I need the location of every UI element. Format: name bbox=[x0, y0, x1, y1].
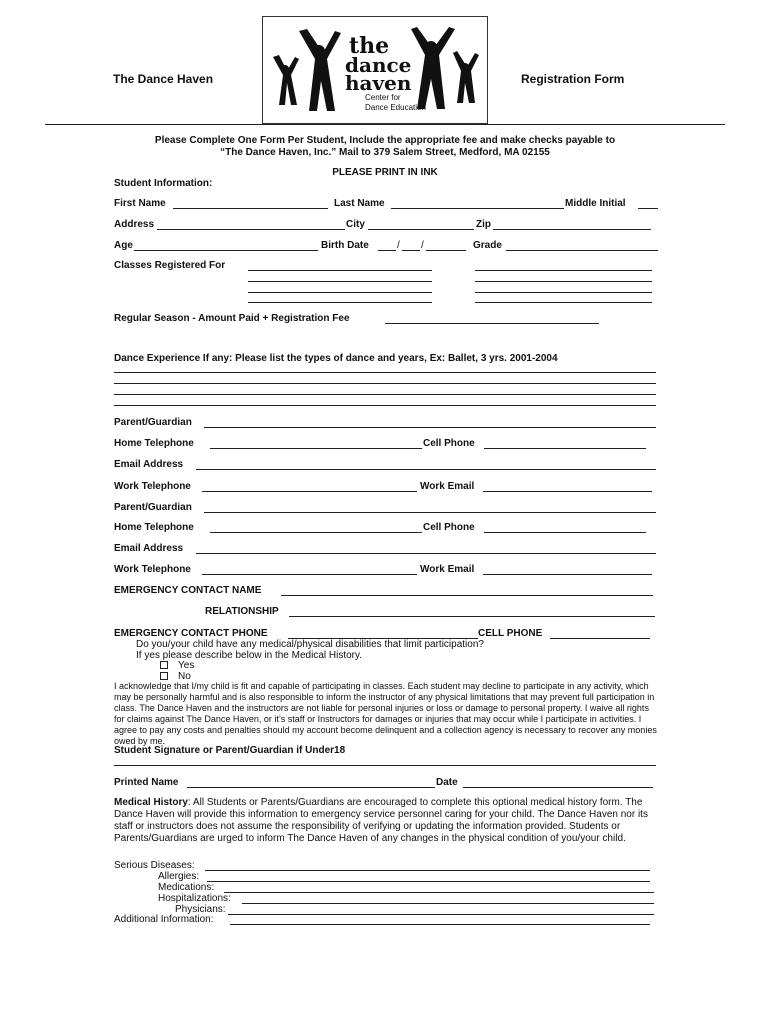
fee-label: Regular Season - Amount Paid + Registration Fee bbox=[114, 313, 350, 324]
work-email-label: Work Email bbox=[420, 564, 475, 575]
class-field[interactable] bbox=[475, 302, 652, 303]
birth-day-field[interactable] bbox=[402, 241, 420, 251]
birth-year-field[interactable] bbox=[426, 241, 466, 251]
experience-line[interactable] bbox=[114, 383, 656, 384]
header-left-title: The Dance Haven bbox=[113, 72, 214, 86]
physicians-field[interactable] bbox=[228, 905, 654, 915]
yes-label: Yes bbox=[178, 660, 195, 671]
birth-date-label: Birth Date bbox=[321, 240, 369, 251]
signature-field[interactable] bbox=[114, 765, 656, 766]
grade-label: Grade bbox=[473, 240, 502, 251]
middle-initial-label: Middle Initial bbox=[565, 198, 626, 209]
class-field[interactable] bbox=[475, 292, 652, 293]
disability-question: Do you/your child have any medical/physical disabilities that limit participation? bbox=[136, 639, 484, 650]
parent-guardian-field[interactable] bbox=[204, 503, 656, 513]
checkbox-icon[interactable] bbox=[160, 672, 168, 680]
email-address-field[interactable] bbox=[196, 460, 656, 470]
first-name-field[interactable] bbox=[173, 199, 328, 209]
header-right-title: Registration Form bbox=[521, 72, 625, 86]
cell-phone-label: Cell Phone bbox=[423, 522, 475, 533]
work-email-field[interactable] bbox=[483, 565, 652, 575]
experience-line[interactable] bbox=[114, 394, 656, 395]
address-field[interactable] bbox=[157, 220, 345, 230]
work-telephone-field[interactable] bbox=[202, 565, 417, 575]
physicians-label: Physicians: bbox=[175, 904, 226, 915]
allergies-field[interactable] bbox=[207, 872, 650, 882]
logo-sub-1: Center for bbox=[365, 93, 401, 102]
class-field[interactable] bbox=[475, 270, 652, 271]
city-field[interactable] bbox=[368, 220, 474, 230]
printed-name-label: Printed Name bbox=[114, 777, 179, 788]
logo-sub-2: Dance Education bbox=[365, 103, 426, 112]
medical-history-paragraph bbox=[114, 797, 659, 845]
age-field[interactable] bbox=[134, 241, 318, 251]
serious-diseases-field[interactable] bbox=[205, 861, 650, 871]
class-field[interactable] bbox=[248, 281, 432, 282]
signature-label: Student Signature or Parent/Guardian if Under18 bbox=[114, 745, 346, 756]
logo-word-the: the bbox=[349, 33, 390, 59]
waiver-text: I acknowledge that I/my child is fit and capable of participating in classes. Each student may decline to participate in any activity, which may be personally harmful and is also responsible to inform the instructor of any physical limitations that may prevent full participation in class. The Dance Haven and the instructors are not liable for personal injuries or loss or damage to personal property. I waive all rights for claims against The Dance Haven, or it’s staff or Instructors for damages or injuries that may occur while I participate in activities. I agree to pay any costs and penalties should my account become delinquent and a collection agency is necessary to recover any monies owed by me. bbox=[114, 681, 657, 746]
grade-field[interactable] bbox=[506, 241, 658, 251]
home-telephone-label: Home Telephone bbox=[114, 438, 194, 449]
cell-phone-field[interactable] bbox=[484, 439, 646, 449]
cell-phone-label: Cell Phone bbox=[423, 438, 475, 449]
emergency-phone-label: EMERGENCY CONTACT PHONE bbox=[114, 628, 268, 639]
date-slash: / bbox=[397, 240, 400, 251]
email-address-label: Email Address bbox=[114, 543, 184, 554]
allergies-label: Allergies: bbox=[158, 871, 200, 882]
parent-guardian-field[interactable] bbox=[204, 418, 656, 428]
zip-label: Zip bbox=[476, 219, 491, 230]
additional-info-label: Additional Information: bbox=[114, 914, 214, 925]
zip-field[interactable] bbox=[493, 220, 651, 230]
header-divider bbox=[45, 124, 725, 125]
hospitalizations-field[interactable] bbox=[242, 894, 654, 904]
home-telephone-label: Home Telephone bbox=[114, 522, 194, 533]
last-name-field[interactable] bbox=[391, 199, 564, 209]
yes-option[interactable] bbox=[160, 660, 194, 671]
relationship-label: RELATIONSHIP bbox=[205, 606, 279, 617]
birth-month-field[interactable] bbox=[378, 241, 396, 251]
class-field[interactable] bbox=[475, 281, 652, 282]
if-yes-note: If yes please describe below in the Medical History. bbox=[136, 650, 363, 661]
cell-phone-field[interactable] bbox=[484, 523, 646, 533]
print-in-ink: PLEASE PRINT IN INK bbox=[332, 167, 438, 178]
parent-guardian-label: Parent/Guardian bbox=[114, 502, 192, 513]
experience-line[interactable] bbox=[114, 405, 656, 406]
fee-field[interactable] bbox=[385, 314, 599, 324]
date-slash: / bbox=[421, 240, 424, 251]
logo-word-haven: haven bbox=[345, 71, 412, 95]
hospitalizations-label: Hospitalizations: bbox=[158, 893, 231, 904]
no-label: No bbox=[178, 671, 191, 682]
work-telephone-label: Work Telephone bbox=[114, 564, 191, 575]
home-telephone-field[interactable] bbox=[210, 523, 422, 533]
student-info-heading: Student Information: bbox=[114, 178, 213, 189]
work-email-label: Work Email bbox=[420, 481, 475, 492]
middle-initial-field[interactable] bbox=[638, 199, 658, 209]
printed-name-field[interactable] bbox=[187, 778, 435, 788]
emergency-cell-field[interactable] bbox=[550, 629, 650, 639]
class-field[interactable] bbox=[248, 302, 432, 303]
city-label: City bbox=[346, 219, 365, 230]
classes-label: Classes Registered For bbox=[114, 260, 226, 271]
medications-label: Medications: bbox=[158, 882, 215, 893]
class-field[interactable] bbox=[248, 292, 432, 293]
date-field[interactable] bbox=[463, 778, 653, 788]
medical-history-heading: Medical History bbox=[114, 797, 188, 808]
checkbox-icon[interactable] bbox=[160, 661, 168, 669]
emergency-name-label: EMERGENCY CONTACT NAME bbox=[114, 585, 262, 596]
relationship-field[interactable] bbox=[289, 607, 655, 617]
first-name-label: First Name bbox=[114, 198, 166, 209]
work-telephone-field[interactable] bbox=[202, 482, 417, 492]
medications-field[interactable] bbox=[224, 883, 654, 893]
email-address-field[interactable] bbox=[196, 544, 656, 554]
email-address-label: Email Address bbox=[114, 459, 184, 470]
instructions-line2: “The Dance Haven, Inc.” Mail to 379 Salem Street, Medford, MA 02155 bbox=[220, 147, 550, 158]
date-label: Date bbox=[436, 777, 458, 788]
emergency-name-field[interactable] bbox=[281, 586, 653, 596]
class-field[interactable] bbox=[248, 270, 432, 271]
work-telephone-label: Work Telephone bbox=[114, 481, 191, 492]
serious-diseases-label: Serious Diseases: bbox=[114, 860, 195, 871]
experience-label: Dance Experience If any: Please list the types of dance and years, Ex: Ballet, 3 yrs. 2001-2004 bbox=[114, 353, 558, 364]
experience-line[interactable] bbox=[114, 372, 656, 373]
instructions-line1: Please Complete One Form Per Student, Include the appropriate fee and make checks payable to bbox=[154, 135, 616, 146]
logo-word-dance: dance bbox=[345, 53, 412, 77]
address-label: Address bbox=[114, 219, 155, 230]
last-name-label: Last Name bbox=[334, 198, 385, 209]
work-email-field[interactable] bbox=[483, 482, 652, 492]
emergency-phone-field[interactable] bbox=[288, 629, 478, 639]
medical-history-text: : All Students or Parents/Guardians are encouraged to complete this optional medical history form. The Dance Haven will provide this information to emergency service personnel caring for your child. The Dance Haven nor its staff or instructors does not assume the responsibility of verifying or updating the information provided. Students or Parents/Guardians are urged to inform The Dance Haven of any changes in the physical condition of you/your child. bbox=[114, 797, 648, 844]
home-telephone-field[interactable] bbox=[210, 439, 422, 449]
parent-guardian-label: Parent/Guardian bbox=[114, 417, 192, 428]
additional-info-field[interactable] bbox=[230, 915, 650, 925]
logo bbox=[262, 16, 488, 124]
emergency-cell-label: CELL PHONE bbox=[478, 628, 543, 639]
age-label: Age bbox=[114, 240, 133, 251]
